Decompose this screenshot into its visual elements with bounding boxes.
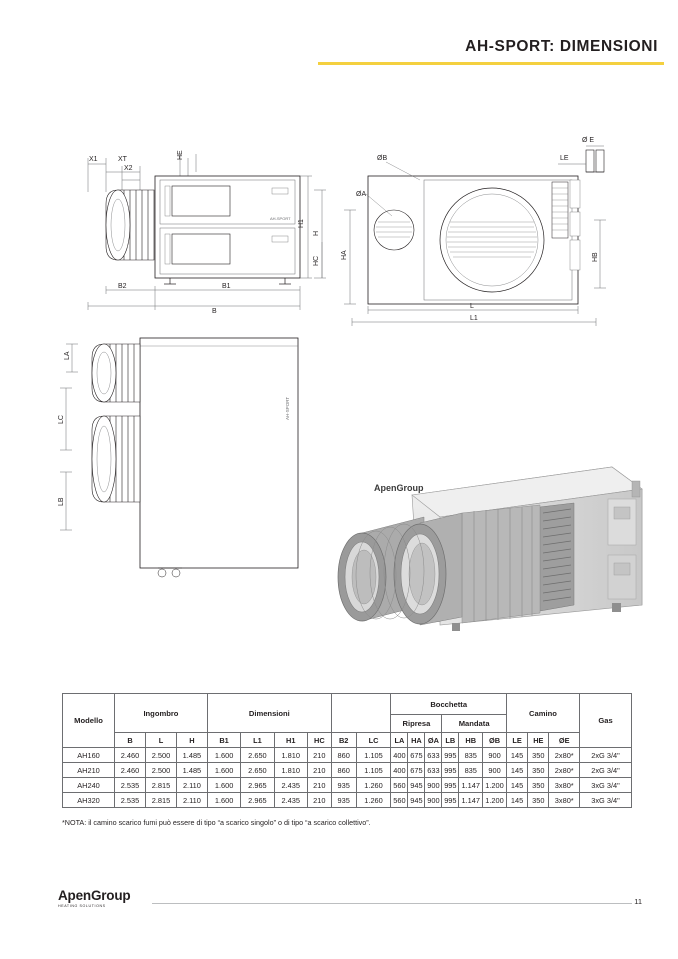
cell-diamE: 2x80* (549, 748, 580, 763)
photo-brand-label: ApenGroup (374, 483, 424, 493)
cell-L: 2.815 (145, 778, 176, 793)
svg-text:B1: B1 (222, 283, 231, 290)
svg-text:AH-SPORT: AH-SPORT (270, 216, 291, 221)
cell-B1: 1.600 (207, 763, 240, 778)
cell-diamB: 1.200 (483, 793, 507, 808)
cell-HE: 350 (528, 778, 549, 793)
col-HC: HC (307, 733, 331, 748)
cell-diamA: 900 (425, 793, 442, 808)
svg-text:ØB: ØB (377, 155, 388, 162)
cell-LA: 560 (391, 778, 408, 793)
cell-gas: 3xG 3/4" (580, 793, 632, 808)
cell-B2: 860 (331, 763, 356, 778)
cell-HB: 1.147 (459, 793, 483, 808)
cell-LE: 145 (506, 763, 527, 778)
cell-diamE: 3x80* (549, 793, 580, 808)
cell-diamE: 3x80* (549, 778, 580, 793)
svg-text:X2: X2 (124, 165, 133, 172)
svg-text:HB: HB (592, 252, 599, 262)
col-H: H (176, 733, 207, 748)
cell-B: 2.535 (115, 793, 146, 808)
table-row (63, 793, 632, 808)
cell-diamB: 1.200 (483, 778, 507, 793)
cell-LE: 145 (506, 793, 527, 808)
cell-LC: 1.260 (356, 793, 391, 808)
cell-gas: 2xG 3/4" (580, 763, 632, 778)
cell-diamA: 633 (425, 763, 442, 778)
cell-B2: 935 (331, 778, 356, 793)
cell-L1: 2.965 (241, 778, 274, 793)
header-accent-rule (318, 62, 664, 65)
col-camino: Camino (506, 694, 579, 733)
col-gas: Gas (580, 694, 632, 748)
cell-LB: 995 (442, 763, 459, 778)
cell-HE: 350 (528, 763, 549, 778)
cell-H1: 1.810 (274, 763, 307, 778)
table-row (63, 748, 632, 763)
svg-text:H: H (313, 230, 320, 236)
table-head (63, 694, 632, 748)
cell-L: 2.500 (145, 763, 176, 778)
cell-B: 2.535 (115, 778, 146, 793)
cell-LA: 400 (391, 763, 408, 778)
col-ripresa: Ripresa (391, 715, 442, 733)
svg-text:LA: LA (64, 351, 71, 360)
product-photo (312, 455, 652, 655)
svg-text:ØA: ØA (356, 191, 367, 198)
cell-diamA: 633 (425, 748, 442, 763)
cell-H1: 2.435 (274, 793, 307, 808)
svg-text:L1: L1 (470, 315, 478, 322)
cell-B2: 860 (331, 748, 356, 763)
table-header-row-1 (63, 694, 632, 715)
col-bocchetta: Bocchetta (391, 694, 506, 715)
page-header (318, 34, 664, 74)
cell-HA: 945 (408, 778, 425, 793)
cell-HC: 210 (307, 778, 331, 793)
svg-text:HE: HE (177, 150, 184, 160)
cell-H: 2.110 (176, 793, 207, 808)
cell-LA: 560 (391, 793, 408, 808)
table-row (63, 778, 632, 793)
cell-HC: 210 (307, 748, 331, 763)
cell-diamE: 2x80* (549, 763, 580, 778)
page-title: AH-SPORT: DIMENSIONI (465, 38, 658, 55)
cell-diamA: 900 (425, 778, 442, 793)
cell-LB: 995 (442, 778, 459, 793)
col-dimensioni: Dimensioni (207, 694, 331, 733)
col-ingombro: Ingombro (115, 694, 208, 733)
cell-B: 2.460 (115, 748, 146, 763)
cell-H: 1.485 (176, 748, 207, 763)
dimensions-table (62, 693, 632, 808)
brand-logo-text: ApenGroup (58, 888, 131, 903)
brand-logo-tagline: HEATING SOLUTIONS (58, 904, 106, 908)
cell-H: 2.110 (176, 778, 207, 793)
cell-HC: 210 (307, 793, 331, 808)
cell-B: 2.460 (115, 763, 146, 778)
cell-HA: 675 (408, 763, 425, 778)
cell-H: 1.485 (176, 763, 207, 778)
cell-B2: 935 (331, 793, 356, 808)
cell-H1: 2.435 (274, 778, 307, 793)
svg-text:H1: H1 (298, 219, 305, 228)
cell-gas: 3xG 3/4" (580, 778, 632, 793)
col-L1: L1 (241, 733, 274, 748)
svg-text:B2: B2 (118, 283, 127, 290)
svg-text:L: L (470, 303, 474, 310)
svg-text:LE: LE (560, 155, 569, 162)
cell-L1: 2.650 (241, 763, 274, 778)
svg-text:AH-SPORT: AH-SPORT (285, 396, 290, 420)
col-H1: H1 (274, 733, 307, 748)
page-number: 11 (634, 897, 642, 906)
cell-H1: 1.810 (274, 748, 307, 763)
col-diamA: ØA (425, 733, 442, 748)
cell-LB: 995 (442, 793, 459, 808)
table-row (63, 763, 632, 778)
cell-model: AH320 (63, 793, 115, 808)
col-HE: HE (528, 733, 549, 748)
col-mandata: Mandata (442, 715, 507, 733)
col-LC: LC (356, 733, 391, 748)
col-B: B (115, 733, 146, 748)
cell-LC: 1.105 (356, 763, 391, 778)
cell-HC: 210 (307, 763, 331, 778)
cell-diamB: 900 (483, 748, 507, 763)
cell-B1: 1.600 (207, 748, 240, 763)
cell-L1: 2.650 (241, 748, 274, 763)
cell-HE: 350 (528, 793, 549, 808)
col-B2: B2 (331, 733, 356, 748)
cell-LE: 145 (506, 748, 527, 763)
cell-LE: 145 (506, 778, 527, 793)
cell-gas: 2xG 3/4" (580, 748, 632, 763)
col-L: L (145, 733, 176, 748)
cell-LB: 995 (442, 748, 459, 763)
cell-B1: 1.600 (207, 793, 240, 808)
col-HA: HA (408, 733, 425, 748)
table-header-row-3 (63, 733, 632, 748)
cell-model: AH240 (63, 778, 115, 793)
svg-text:LB: LB (58, 497, 65, 506)
svg-text:HA: HA (341, 250, 348, 260)
svg-text:HC: HC (313, 255, 320, 266)
col-B1: B1 (207, 733, 240, 748)
cell-L: 2.500 (145, 748, 176, 763)
footer-divider (152, 903, 632, 904)
cell-model: AH210 (63, 763, 115, 778)
table-body (63, 748, 632, 808)
svg-text:X1: X1 (89, 156, 98, 163)
col-LA: LA (391, 733, 408, 748)
col-modello: Modello (63, 694, 115, 748)
svg-text:Ø E: Ø E (582, 137, 595, 144)
cell-HA: 675 (408, 748, 425, 763)
cell-LC: 1.105 (356, 748, 391, 763)
cell-HB: 835 (459, 748, 483, 763)
col-diamB: ØB (483, 733, 507, 748)
cell-model: AH160 (63, 748, 115, 763)
cell-LC: 1.260 (356, 778, 391, 793)
page-footer (0, 887, 678, 917)
cell-B1: 1.600 (207, 778, 240, 793)
cell-diamB: 900 (483, 763, 507, 778)
col-LE: LE (506, 733, 527, 748)
cell-HE: 350 (528, 748, 549, 763)
cell-LA: 400 (391, 748, 408, 763)
dimensions-table-container (62, 693, 632, 808)
cell-L1: 2.965 (241, 793, 274, 808)
col-HB: HB (459, 733, 483, 748)
cell-L: 2.815 (145, 793, 176, 808)
svg-text:LC: LC (58, 415, 65, 424)
svg-text:XT: XT (118, 156, 127, 163)
cell-HB: 835 (459, 763, 483, 778)
col-LB: LB (442, 733, 459, 748)
cell-HA: 945 (408, 793, 425, 808)
svg-text:B: B (212, 308, 217, 315)
brand-logo (58, 889, 158, 915)
col-spacer (331, 694, 391, 733)
col-diamE: ØE (549, 733, 580, 748)
cell-HB: 1.147 (459, 778, 483, 793)
table-footnote: *NOTA: il camino scarico fumi può essere di tipo “a scarico singolo” o di tipo “a scarico collettivo”. (62, 818, 371, 827)
